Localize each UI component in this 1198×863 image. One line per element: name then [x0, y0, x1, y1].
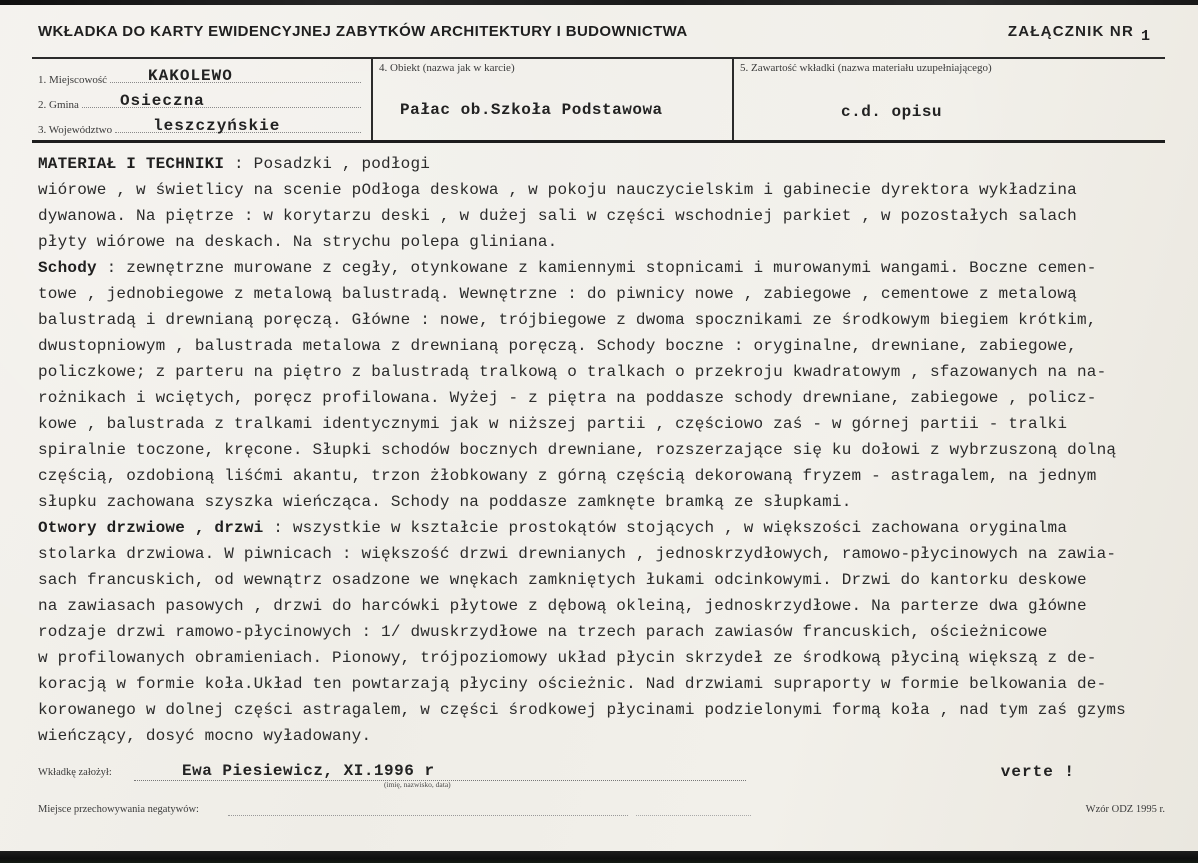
- text-line: kowe , balustrada z tralkami identycznymi jak w niższej partii , częściowo zaś - w górnej partii - tralki: [38, 415, 1068, 433]
- page-title: WKŁADKA DO KARTY EWIDENCYJNEJ ZABYTKÓW ARCHITEKTURY I BUDOWNICTWA: [38, 23, 688, 40]
- founder-value: Ewa Piesiewicz, XI.1996 r: [182, 762, 435, 780]
- founder-signature-row: [38, 761, 1160, 787]
- text-line: wieńczący, dosyć mocno wyładowany.: [38, 727, 372, 745]
- text-line: korowanego w dolnej części astragalem, w części środkowej płycinami podzielonymi formą koła , nad tym zaś gzyms: [38, 701, 1126, 719]
- text-line: w profilowanych obramieniach. Pionowy, trójpoziomowy układ płycin skrzydeł ze środkową płyciną większą z de-: [38, 649, 1097, 667]
- text-line: dywanowa. Na piętrze : w korytarzu deski , w dużej sali w części wschodniej parkiet , w pozostałych salach: [38, 207, 1077, 225]
- text-line: Schody : zewnętrzne murowane z cegły, otynkowane z kamiennymi stopnicami i murowanymi wangami. Boczne cemen-: [38, 259, 1097, 277]
- dotted-line: [134, 761, 746, 789]
- founder-caption: (imię, nazwisko, data): [384, 780, 451, 789]
- founder-label: Wkładkę założył:: [38, 767, 112, 778]
- scan-edge-bottom: [0, 851, 1198, 863]
- field-wojewodztwo: [38, 111, 363, 136]
- field-gmina: [38, 86, 363, 111]
- text-line: rożnikach i wciętych, poręcz profilowana. Wyżej - z piętra na poddasze schody drewniane, zabiegowe , policz-: [38, 389, 1097, 407]
- text-line: policzkowe; z parteru na piętro z balustradą tralkową o tralkach o przekroju kwadratowym , sfazowanych na na-: [38, 363, 1107, 381]
- field-label: 5. Zawartość wkładki (nazwa materiału uzupełniającego): [740, 62, 992, 74]
- verte-note: verte !: [1000, 763, 1075, 781]
- dotted-line: [115, 116, 361, 133]
- document-header: [38, 21, 1168, 47]
- text-line: sach francuskich, od wewnątrz osadzone we wnękach zamkniętych łukami odcinkowymi. Drzwi do kantorku deskowe: [38, 571, 1087, 589]
- text-line: balustradą i drewnianą poręczą. Główne : nowe, trójbiegowe z dwoma spocznikami ze środkowym biegiem krótkim,: [38, 311, 1097, 329]
- text-line: dwustopniowym , balustrada metalowa z drewnianą poręczą. Schody boczne : oryginalne, drewniane, zabiegowe,: [38, 337, 1077, 355]
- text-line: słupku zachowana szyszka wieńcząca. Schody na poddasze zamknęte bramką ze słupkami.: [38, 493, 852, 511]
- paper-sheet: [0, 5, 1198, 851]
- description-text: [38, 151, 1172, 749]
- field-zawartosc-wkladki: [734, 59, 1165, 140]
- dotted-line: [228, 802, 628, 816]
- field-label: 1. Miejscowość: [38, 74, 108, 86]
- negatives-row: [38, 802, 1165, 818]
- field-value: Osieczna: [119, 92, 205, 110]
- dotted-line: [82, 91, 361, 108]
- text-line: spiralnie toczone, kręcone. Słupki schodów bocznych drewniane, rozszerzające się ku dołowi z wybrzuszoną dolną: [38, 441, 1117, 459]
- form-table: [32, 57, 1165, 143]
- text-line: towe , jednobiegowe z metalową balustradą. Wewnętrzne : do piwnicy nowe , zabiegowe , cementowe z metalową: [38, 285, 1077, 303]
- text-line: Otwory drzwiowe , drzwi : wszystkie w kształcie prostokątów stojących , w większości zachowana oryginalma: [38, 519, 1068, 537]
- field-label: 4. Obiekt (nazwa jak w karcie): [379, 62, 515, 74]
- attachment-label: ZAŁĄCZNIK NR: [1007, 23, 1134, 40]
- text-line: płyty wiórowe na deskach. Na strychu polepa gliniana.: [38, 233, 558, 251]
- text-line: na zawiasach pasowych , drzwi do harcówki płytowe z dębową okleiną, jednoskrzydłowe. Na parterze dwa główne: [38, 597, 1087, 615]
- location-fields-column: [32, 59, 373, 140]
- text-line: stolarka drzwiowa. W piwnicach : większość drzwi drewnianych , jednoskrzydłowych, ramowo-płycinowych na zawia-: [38, 545, 1117, 563]
- field-value: Pałac ob.Szkoła Podstawowa: [400, 101, 663, 119]
- text-line: wiórowe , w świetlicy na scenie pOdłoga deskowa , w pokoju nauczycielskim i gabinecie dyrektora wykładzina: [38, 181, 1077, 199]
- field-label: 3. Województwo: [38, 124, 113, 136]
- attachment-number: 1: [1140, 28, 1150, 45]
- attachment-number-block: [1007, 23, 1150, 45]
- field-value: c.d. opisu: [841, 103, 943, 121]
- negatives-label: Miejsce przechowywania negatywów:: [38, 804, 199, 815]
- text-line: rodzaje drzwi ramowo-płycinowych : 1/ dwuskrzydłowe na trzech parach zawiasów francuskich, ościeżnicowe: [38, 623, 1048, 641]
- field-miejscowosc: [38, 61, 363, 86]
- text-line: MATERIAŁ I TECHNIKI : Posadzki , podłogi: [38, 155, 431, 173]
- field-value: leszczyńskie: [153, 117, 281, 135]
- field-value: KAKOLEWO: [148, 67, 233, 85]
- text-line: koracją w formie koła.Układ ten powtarzają płyciny ościeżnic. Nad drzwiami supraporty w formie belkowania de-: [38, 675, 1107, 693]
- text-line: częścią, ozdobioną liśćmi akantu, trzon żłobkowany z górną częścią dekorowaną fryzem - astragalem, na jednym: [38, 467, 1097, 485]
- field-obiekt: [373, 59, 734, 140]
- dotted-line: [110, 66, 361, 83]
- dotted-line: [636, 802, 751, 816]
- form-model-label: Wzór ODZ 1995 r.: [1085, 804, 1165, 815]
- field-label: 2. Gmina: [38, 99, 79, 111]
